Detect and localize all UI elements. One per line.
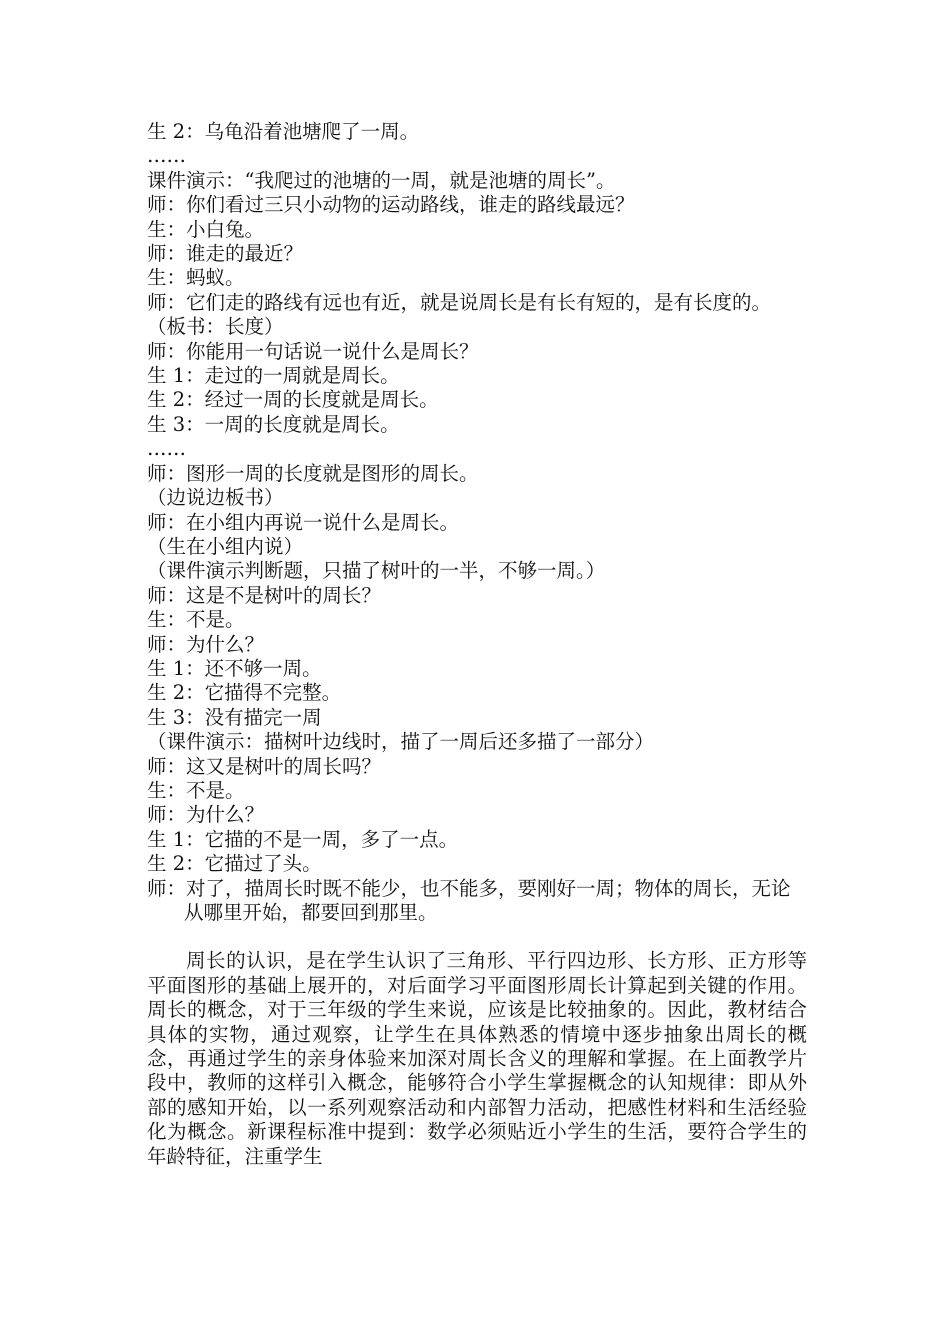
dialogue-line: 师：图形一周的长度就是图形的周长。	[147, 461, 479, 485]
dialogue-line: 生 1：走过的一周就是周长。	[147, 364, 400, 388]
dialogue-line: 师：你能用一句话说一说什么是周长？	[147, 339, 479, 363]
dialogue-line: 师：这又是树叶的周长吗？	[147, 754, 382, 778]
dialogue-line: 师：为什么？	[147, 803, 265, 827]
board-note-line: （板书：长度）	[147, 315, 284, 339]
dialogue-line: 生：蚂蚁。	[147, 266, 245, 290]
dialogue-line: 生 3：一周的长度就是周长。	[147, 412, 400, 436]
dialogue-line: 课件演示：“我爬过的池塘的一周，就是池塘的周长”。	[147, 168, 616, 192]
lesson-transcript	[147, 120, 807, 1169]
board-note-line: （课件演示：描树叶边线时，描了一周后还多描了一部分）	[147, 730, 655, 754]
dialogue-line: 师：你们看过三只小动物的运动路线，谁走的路线最远？	[147, 193, 635, 217]
ellipsis-line: ……	[147, 437, 186, 461]
dialogue-line: 生 2：它描过了头。	[147, 852, 322, 876]
dialogue-line: 生 2：它描得不完整。	[147, 681, 342, 705]
dialogue-line: 生 2：经过一周的长度就是周长。	[147, 388, 439, 412]
dialogue-line: 师：它们走的路线有远也有近，就是说周长是有长有短的，是有长度的。	[147, 290, 772, 314]
dialogue-line: 生：不是。	[147, 608, 245, 632]
dialogue-line: 生 1：还不够一周。	[147, 656, 322, 680]
dialogue-line: 师：对了，描周长时既不能少，也不能多，要刚好一周；物体的周长，无论从哪里开始，都要回到那里。	[147, 876, 791, 924]
dialogue-line: 师：这是不是树叶的周长？	[147, 583, 382, 607]
board-note-line: （生在小组内说）	[147, 534, 304, 558]
ellipsis-line: ……	[147, 144, 186, 168]
board-note-line: （课件演示判断题，只描了树叶的一半，不够一周。）	[147, 559, 606, 583]
dialogue-line: 生 3：没有描完一周	[147, 705, 322, 729]
dialogue-line: 生 1：它描的不是一周，多了一点。	[147, 827, 459, 851]
dialogue-line: 生：小白兔。	[147, 217, 265, 241]
paragraph-spacer	[147, 925, 807, 949]
dialogue-line: 生 2：乌龟沿着池塘爬了一周。	[147, 120, 420, 143]
board-note-line: （边说边板书）	[147, 486, 284, 510]
analysis-paragraph: 周长的认识，是在学生认识了三角形、平行四边形、长方形、正方形等平面图形的基础上展开的，对后面学习平面图形周长计算起到关键的作用。周长的概念，对于三年级的学生来说，应该是比较抽象的。因此，教材结合具体的实物，通过观察，让学生在具体熟悉的情境中逐步抽象出周长的概念，再通过学生的亲身体验来加深对周长含义的理解和掌握。在上面教学片段中，教师的这样引入概念，能够符合小学生掌握概念的认知规律：即从外部的感知开始，以一系列观察活动和内部智力活动，把感性材料和生活经验化为概念。新课程标准中提到：数学必须贴近小学生的生活，要符合学生的年龄特征，注重学生	[147, 949, 807, 1168]
dialogue-line: 师：为什么？	[147, 632, 265, 656]
dialogue-line: 师：谁走的最近？	[147, 242, 304, 266]
dialogue-line: 师：在小组内再说一说什么是周长。	[147, 510, 460, 534]
dialogue-line: 生：不是。	[147, 778, 245, 802]
